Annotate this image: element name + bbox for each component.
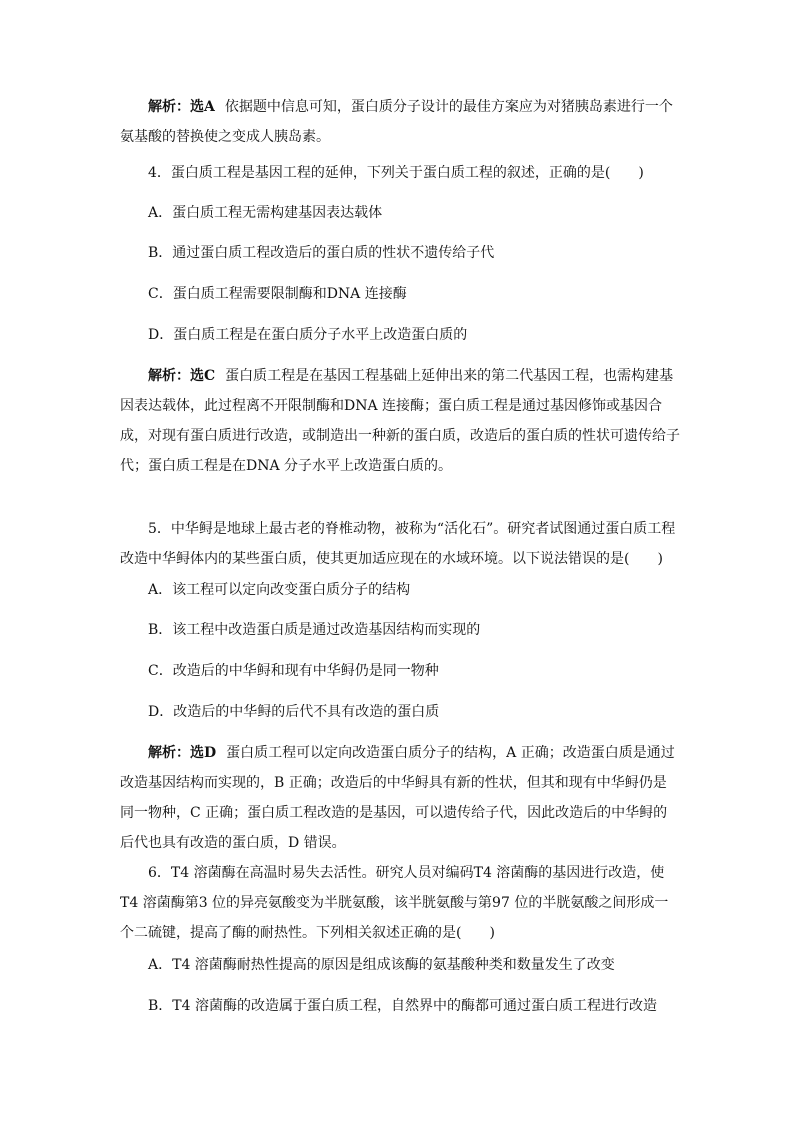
question-4-stem: 4．蛋白质工程是基因工程的延伸，下列关于蛋白质工程的叙述，正确的是( ) (148, 165, 644, 181)
analysis-q4 (120, 361, 680, 481)
analysis-q3 (120, 92, 680, 152)
q4-option-d: D．蛋白质工程是在蛋白质分子水平上改造蛋白质的 (148, 327, 468, 343)
analysis-q5 (120, 738, 680, 858)
analysis-text: 蛋白质工程可以定向改造蛋白质分子的结构，A 正确；改造蛋白质是通过改造基因结构而实现的，B 正确；改造后的中华鲟具有新的性状，但其和现有中华鲟仍是同一物种，C 正确；蛋白质工程改造的是基因，可以遗传给子代，因此改造后的中华鲟的后代也具有改造的蛋白质，D 错误。 (120, 745, 675, 851)
q4-option-c: C．蛋白质工程需要限制酶和DNA 连接酶 (148, 286, 407, 302)
q5-option-b: B．该工程中改造蛋白质是通过改造基因结构而实现的 (148, 622, 481, 638)
q5-option-a: A．该工程可以定向改变蛋白质分子的结构 (148, 582, 411, 598)
analysis-label: 解析：选C (148, 368, 216, 384)
question-6-stem: 6．T4 溶菌酶在高温时易失去活性。研究人员对编码T4 溶菌酶的基因进行改造，使T4 溶菌酶第3 位的异亮氨酸变为半胱氨酸，该半胱氨酸与第97 位的半胱氨酸之间形成一个二硫键，提高了酶的耐热性。下列相关叙述正确的是( ) (120, 865, 669, 941)
question-5-stem: 5．中华鲟是地球上最古老的脊椎动物，被称为“活化石”。研究者试图通过蛋白质工程改造中华鲟体内的某些蛋白质，使其更加适应现在的水域环境。以下说法错误的是( ) (120, 521, 676, 567)
analysis-label: 解析：选A (148, 99, 215, 115)
q5-option-c: C．改造后的中华鲟和现有中华鲟仍是同一物种 (148, 663, 439, 679)
q4-option-b: B．通过蛋白质工程改造后的蛋白质的性状不遗传给子代 (148, 245, 495, 261)
q6-option-a: A．T4 溶菌酶耐热性提高的原因是组成该酶的氨基酸种类和数量发生了改变 (148, 957, 615, 973)
q4-option-a: A．蛋白质工程无需构建基因表达载体 (148, 205, 383, 221)
analysis-text: 依据题中信息可知，蛋白质分子设计的最佳方案应为对猪胰岛素进行一个氨基酸的替换使之变成人胰岛素。 (120, 99, 673, 145)
q5-option-d: D．改造后的中华鲟的后代不具有改造的蛋白质 (148, 704, 440, 720)
q6-option-b: B．T4 溶菌酶的改造属于蛋白质工程，自然界中的酶都可通过蛋白质工程进行改造 (148, 998, 657, 1014)
analysis-text: 蛋白质工程是在基因工程基础上延伸出来的第二代基因工程，也需构建基因表达载体，此过程离不开限制酶和DNA 连接酶；蛋白质工程是通过基因修饰或基因合成，对现有蛋白质进行改造，或制造出一种新的蛋白质，改造后的蛋白质的性状可遗传给子代；蛋白质工程是在DNA 分子水平上改造蛋白质的。 (120, 368, 680, 474)
analysis-label: 解析：选D (148, 745, 217, 761)
